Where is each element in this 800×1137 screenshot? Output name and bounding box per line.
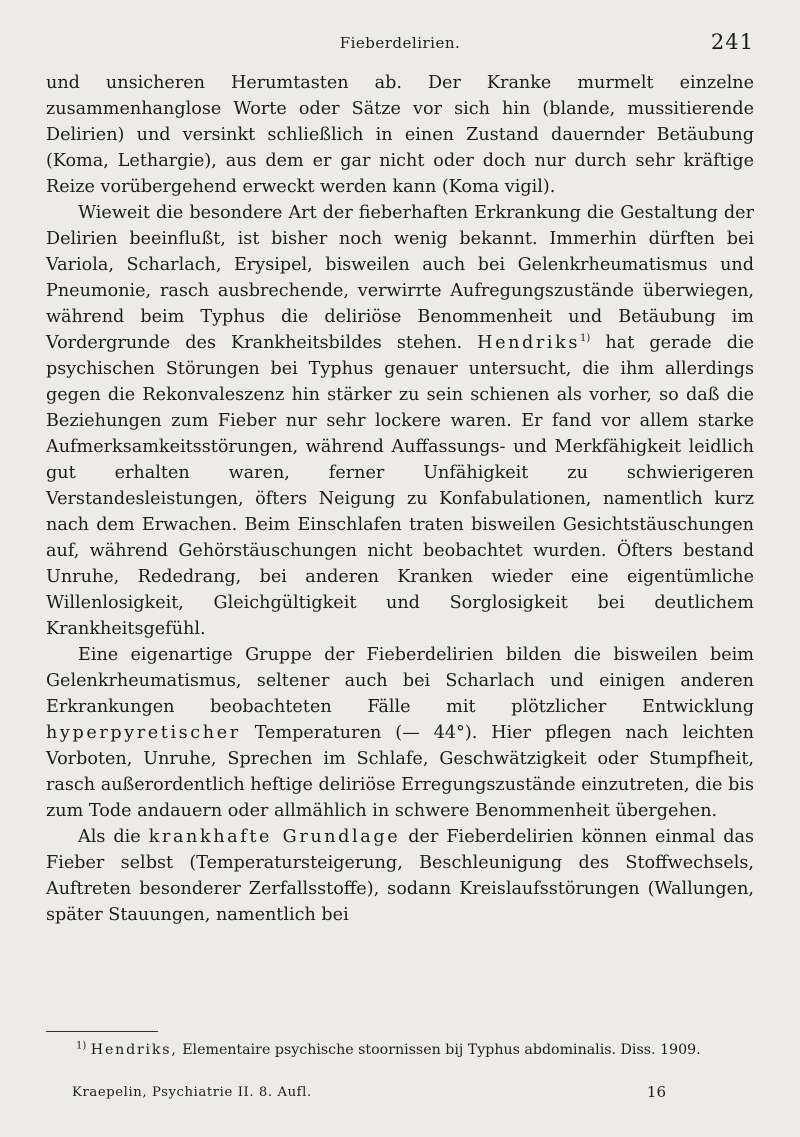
paragraph-4-text-a: Als die: [78, 827, 141, 847]
footnote-text: Elementaire psychische stoornissen bij Typhus abdominalis. Diss. 1909.: [182, 1042, 701, 1058]
author-name-hendriks: Hendriks: [477, 333, 581, 353]
footnote-divider: [46, 1031, 158, 1032]
paragraph-3: [46, 642, 754, 824]
paragraph-4-text-b: der Fieberdelirien können einmal das Fieber selbst (Temperatursteigerung, Beschleunigung des Stoffwechsels, Auftreten besonderer Zerfallsstoffe), sodann Kreislaufsstörungen (Wallungen, später Stauungen, namentlich bei: [46, 827, 755, 925]
signature-mark: 16: [646, 1083, 666, 1101]
footnote-reference: 1): [580, 333, 591, 345]
paragraph-3-text-a: Eine eigenartige Gruppe der Fieberdelirien bilden die bisweilen beim Gelenkrheumatismus, seltener auch bei Scharlach und einigen anderen Erkrankungen beobachteten Fälle mit plötzlicher Entwicklung: [46, 645, 754, 717]
paragraph-2-text-b: hat gerade die psychischen Störungen bei Typhus genauer untersucht, die ihm allerdings gegen die Rekonvaleszenz hin stärker zu sein schienen als vorher, so daß die Beziehungen zum Fieber nur sehr lockere waren. Er fand vor allem starke Aufmerksamkeitsstörungen, während Auffassungs- und Merkfähigkeit leidlich gut erhalten waren, ferner Unfähigkeit zu schwierigeren Verstandesleistungen, öfters Neigung zu Konfabulationen, namentlich kurz nach dem Erwachen. Beim Einschlafen traten bisweilen Gesichtstäuschungen auf, während Gehörstäuschungen nicht beobachtet wurden. Öfters bestand Unruhe, Rededrang, bei anderen Kranken wieder eine eigentümliche Willenlosigkeit, Gleichgültigkeit und Sorglosigkeit bei deutlichem Krankheitsgefühl.: [46, 333, 754, 639]
body-text: [46, 70, 754, 928]
page-number: 241: [710, 30, 754, 54]
footnote-author: Hendriks,: [90, 1042, 178, 1058]
paragraph-1: [46, 70, 754, 200]
paragraph-1-text: und unsicheren Herumtasten ab. Der Kranke murmelt einzelne zusammenhanglose Worte oder Sätze vor sich hin (blande, mussitierende Delirien) und versinkt schließlich in einen Zustand dauernder Betäubung (Koma, Lethargie), aus dem er gar nicht oder doch nur durch sehr kräftige Reize vorübergehend erweckt werden kann (Koma vigil).: [46, 73, 754, 197]
footnote-mark: 1): [76, 1040, 87, 1052]
footnote: [46, 1040, 754, 1060]
paragraph-2-text-a: Wieweit die besondere Art der fieberhaften Erkrankung die Gestaltung der Delirien beeinflußt, ist bisher noch wenig bekannt. Immerhin dürften bei Variola, Scharlach, Erysipel, bisweilen auch bei Gelenkrheumatismus und Pneumonie, rasch ausbrechende, verwirrte Aufregungszustände überwiegen, während beim Typhus die deliriöse Benommenheit und Betäubung im Vordergrunde des Krankheitsbildes stehen.: [46, 203, 754, 353]
emphasis-krankhafte-grundlage: krankhafte Grundlage: [148, 827, 401, 847]
footer-imprint: Kraepelin, Psychiatrie II. 8. Aufl.: [72, 1085, 312, 1100]
paragraph-3-text-b: Temperaturen (— 44°). Hier pflegen nach leichten Vorboten, Unruhe, Sprechen im Schlafe, Geschwätzigkeit oder Stumpfheit, rasch außerordentlich heftige deliriöse Erregungszustände einzutreten, die bis zum Tode andauern oder allmählich in schwere Benommenheit übergehen.: [46, 723, 755, 821]
paragraph-2: [46, 200, 754, 642]
paragraph-4: [46, 824, 754, 928]
running-title: Fieberdelirien.: [339, 34, 461, 52]
emphasis-hyperpyretischer: hyperpyretischer: [46, 723, 241, 743]
page-header: [46, 30, 754, 58]
